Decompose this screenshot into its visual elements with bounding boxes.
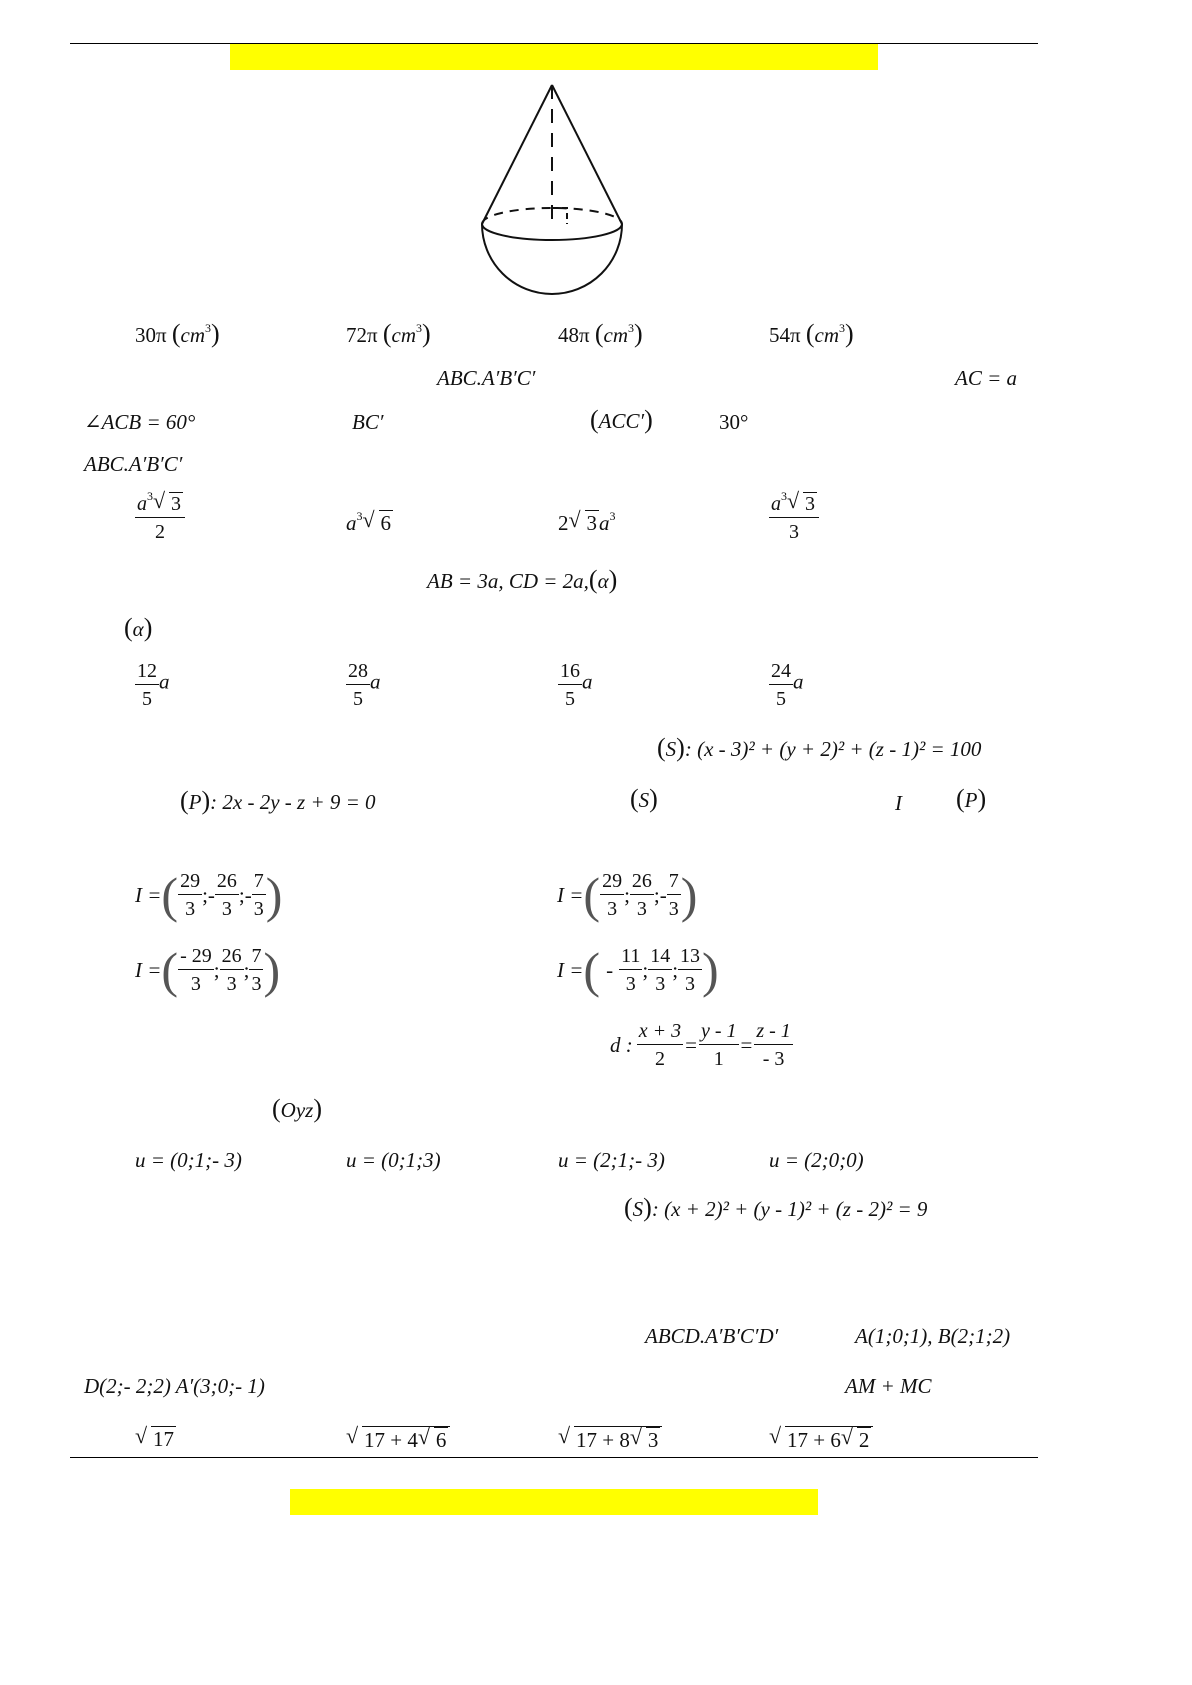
- q5-line-equation: d : $\frac{x + 3}{2}$ = $\frac{y - 1}{1}$ = $\frac{z - 1}{- 3}$: [610, 1020, 791, 1070]
- q6-sphere-equation: (S): (x + 2)² + (y - 1)² + (z - 2)² = 9: [624, 1193, 928, 1222]
- q7-box: ABCD.A′B′C′D′: [645, 1324, 779, 1348]
- q1-option-a: 30π $(cm^3)$: [135, 319, 220, 348]
- q7-option-a: √ 17: [135, 1426, 176, 1451]
- q4-option-d: I = ( - $\frac{11}{3}$ ; $\frac{14}{3}$ ; $\frac{13}{3}$ ): [557, 942, 719, 998]
- q5-option-b: u = (0;1;3): [346, 1148, 441, 1172]
- q4-option-c: I = ( $\frac{- 29}{3}$ ; $\frac{26}{3}$ ; $\frac{7}{3}$ ): [135, 942, 281, 998]
- q7-option-b: √ 17 + 4√ 6: [346, 1426, 450, 1452]
- q3-option-b: $\frac{28}{5}$ a: [348, 660, 381, 710]
- q3-given: AB = 3a, CD = 2a,(α): [427, 565, 618, 594]
- q7-sum: AM + MC: [845, 1374, 932, 1398]
- q5-option-c: u = (2;1;- 3): [558, 1148, 665, 1172]
- q2-ac: AC = a: [955, 366, 1018, 390]
- q1-option-c: 48π $(cm^3)$: [558, 319, 643, 348]
- q4-sphere-ref: (S): [630, 784, 658, 813]
- q5-option-a: u = (0;1;- 3): [135, 1148, 242, 1172]
- q2-plane: (ACC′): [590, 405, 653, 434]
- q7-option-c: √ 17 + 8√ 3: [558, 1426, 662, 1452]
- q2-option-c: 2√ $3a^3$: [558, 510, 616, 535]
- q4-point-i: I: [895, 791, 902, 815]
- q5-option-d: u = (2;0;0): [769, 1148, 864, 1172]
- q2-bc: BC′: [352, 410, 384, 434]
- q5-plane: (Oyz): [272, 1094, 323, 1123]
- q2-option-d: $\frac{a^3√ 3}{3}$: [769, 492, 819, 543]
- q4-sphere-equation: (S): (x - 3)² + (y + 2)² + (z - 1)² = 100: [657, 733, 982, 762]
- q7-points-1: A(1;0;1), B(2;1;2): [855, 1324, 1011, 1348]
- footer-highlight: [290, 1489, 818, 1515]
- q7-option-d: √ 17 + 6√ 2: [769, 1426, 873, 1452]
- q4-plane-equation: (P): 2x - 2y - z + 9 = 0: [180, 786, 376, 815]
- q1-option-d: 54π $(cm^3)$: [769, 319, 854, 348]
- cone-hemisphere-figure: [470, 78, 635, 300]
- q2-option-b: $a^3√$ 6: [346, 510, 393, 535]
- q1-option-b: 72π $(cm^3)$: [346, 319, 431, 348]
- q2-degree: 30°: [719, 410, 749, 434]
- q2-angle: ∠ACB = 60°: [84, 410, 196, 434]
- q3-option-d: $\frac{24}{5}$ a: [771, 660, 804, 710]
- q3-option-c: $\frac{16}{5}$ a: [560, 660, 593, 710]
- q3-alpha: (α): [124, 613, 153, 642]
- q2-option-a: $\frac{a^3√ 3}{2}$: [135, 492, 185, 543]
- q7-points-2: D(2;- 2;2) A′(3;0;- 1): [84, 1374, 265, 1398]
- footer-rule: [70, 1457, 1038, 1458]
- q4-option-a: I = ( $\frac{29}{3}$ ;- $\frac{26}{3}$ ;- $\frac{7}{3}$ ): [135, 867, 283, 923]
- q2-prism-2: ABC.A′B′C′: [84, 452, 183, 476]
- header-highlight: [230, 44, 878, 70]
- q3-option-a: $\frac{12}{5}$ a: [137, 660, 170, 710]
- q4-plane-ref: (P): [956, 784, 987, 813]
- q2-prism: ABC.A′B′C′: [437, 366, 536, 390]
- q4-option-b: I = ( $\frac{29}{3}$ ; $\frac{26}{3}$ ;- $\frac{7}{3}$ ): [557, 867, 698, 923]
